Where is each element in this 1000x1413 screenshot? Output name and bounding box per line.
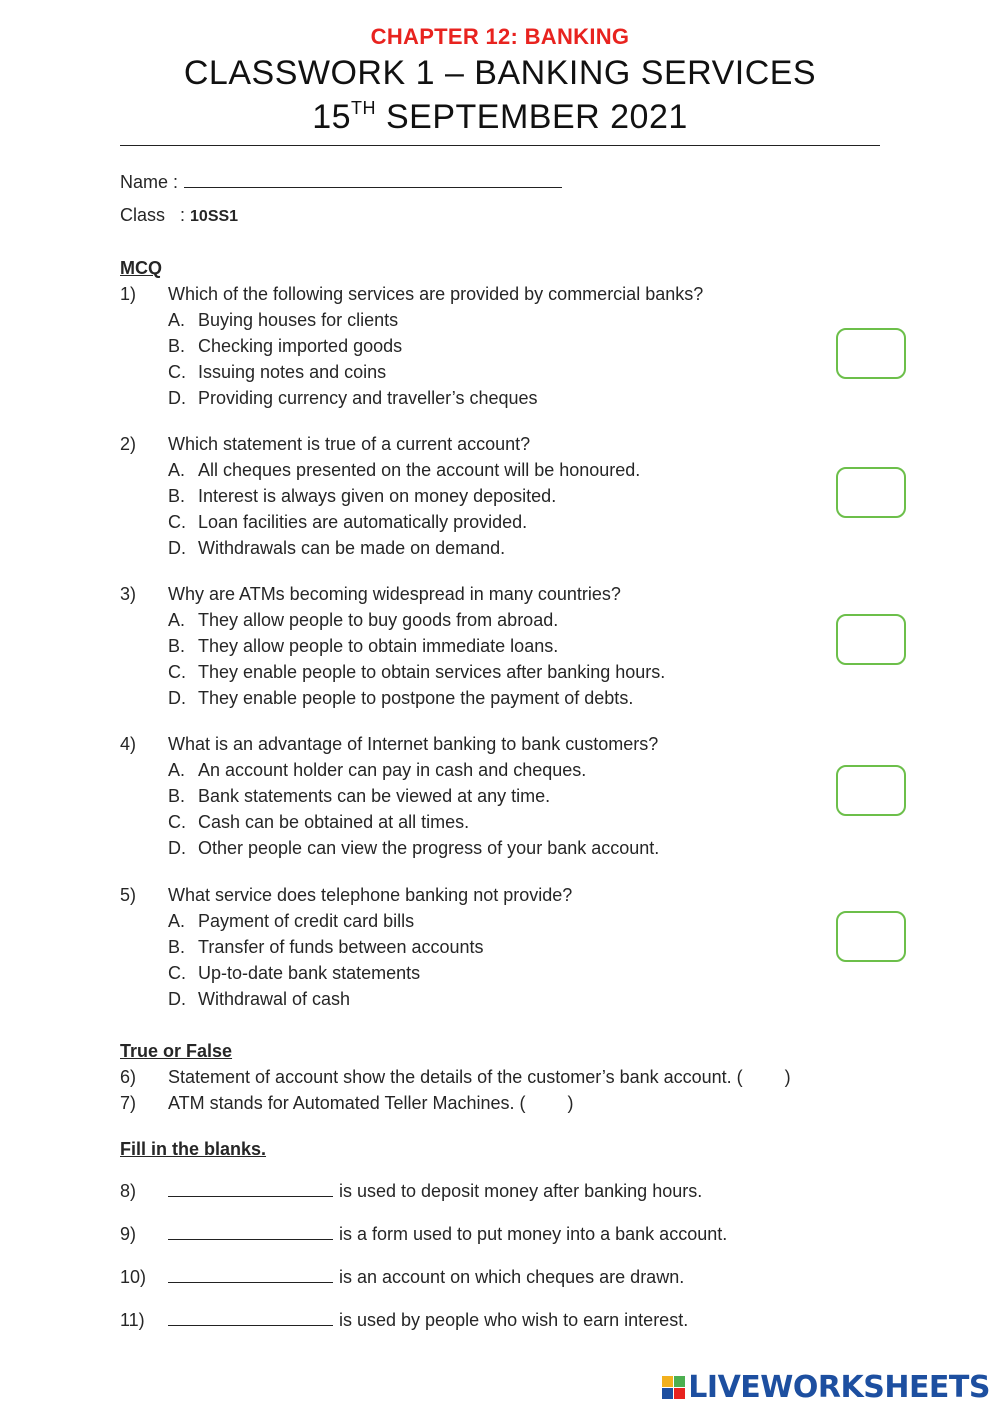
- question-number: 1): [120, 284, 137, 304]
- option-letter: D.: [168, 838, 186, 858]
- date-suffix: TH: [351, 98, 377, 118]
- logo-square: [662, 1376, 673, 1387]
- question-number: 2): [120, 434, 137, 454]
- logo-text: LIVEWORKSHEETS: [688, 1370, 990, 1405]
- worksheet-title: CLASSWORK 1 – BANKING SERVICES: [183, 54, 817, 92]
- sentence-text: is an account on which cheques are drawn.: [339, 1267, 685, 1287]
- option-text: Payment of credit card bills: [198, 911, 415, 931]
- answer-option: [168, 362, 788, 384]
- answer-option: [168, 636, 788, 658]
- option-letter: B.: [168, 786, 186, 806]
- option-text: Transfer of funds between accounts: [198, 937, 484, 957]
- option-letter: B.: [168, 937, 186, 957]
- fill-blank-sentence: [168, 1181, 702, 1202]
- answer-option: [168, 937, 788, 959]
- option-letter: C.: [168, 512, 186, 532]
- fill-blanks-heading: Fill in the blanks.: [120, 1139, 267, 1159]
- blank-input-line[interactable]: [168, 1225, 333, 1240]
- option-text: They allow people to obtain immediate loans.: [198, 636, 559, 656]
- option-letter: C.: [168, 963, 186, 983]
- name-input-line[interactable]: [184, 171, 562, 188]
- option-text: Bank statements can be viewed at any time.: [198, 786, 551, 806]
- statement-text: ATM stands for Automated Teller Machines. (: [168, 1093, 526, 1113]
- question-number: 11): [120, 1310, 145, 1330]
- logo-mark-icon: [662, 1376, 685, 1399]
- answer-box[interactable]: [836, 614, 906, 665]
- logo-square: [662, 1388, 673, 1399]
- answer-option: [168, 911, 788, 933]
- sentence-text: is used by people who wish to earn interest.: [339, 1310, 689, 1330]
- fill-blank-sentence: [168, 1267, 684, 1288]
- option-letter: A.: [168, 760, 186, 780]
- closing-bracket: ): [784, 1067, 791, 1087]
- blank-input-line[interactable]: [168, 1311, 333, 1326]
- option-letter: A.: [168, 610, 186, 630]
- mcq-heading: MCQ: [120, 258, 162, 278]
- option-letter: D.: [168, 538, 186, 558]
- answer-box[interactable]: [836, 328, 906, 379]
- question-number: 6): [120, 1067, 137, 1087]
- true-false-statement: [168, 1067, 791, 1088]
- answer-option: [168, 963, 788, 985]
- statement-text: Statement of account show the details of the customer’s bank account. (: [168, 1067, 743, 1087]
- class-label: Class :: [120, 205, 186, 225]
- worksheet-date: [0, 98, 1000, 137]
- question-text: Why are ATMs becoming widespread in many countries?: [168, 584, 621, 604]
- option-text: Providing currency and traveller’s cheques: [198, 388, 538, 408]
- option-letter: B.: [168, 336, 186, 356]
- question-number: 8): [120, 1181, 137, 1201]
- question-number: 3): [120, 584, 137, 604]
- chapter-heading: CHAPTER 12: BANKING: [370, 24, 630, 49]
- answer-option: [168, 336, 788, 358]
- date-rest: SEPTEMBER 2021: [385, 98, 688, 136]
- answer-box[interactable]: [836, 467, 906, 518]
- blank-input-line[interactable]: [168, 1182, 333, 1197]
- question-text: Which statement is true of a current account?: [168, 434, 531, 454]
- answer-option: [168, 662, 788, 684]
- option-letter: A.: [168, 310, 186, 330]
- answer-option: [168, 388, 788, 410]
- option-text: They enable people to postpone the payment of debts.: [198, 688, 634, 708]
- option-text: Withdrawals can be made on demand.: [198, 538, 506, 558]
- closing-bracket: ): [567, 1093, 574, 1113]
- answer-box[interactable]: [836, 911, 906, 962]
- option-text: Up-to-date bank statements: [198, 963, 421, 983]
- question-number: 7): [120, 1093, 137, 1113]
- answer-option: [168, 310, 788, 332]
- answer-option: [168, 538, 788, 560]
- answer-option: [168, 486, 788, 508]
- answer-option: [168, 610, 788, 632]
- option-text: Interest is always given on money deposited.: [198, 486, 557, 506]
- answer-option: [168, 688, 788, 710]
- option-text: Withdrawal of cash: [198, 989, 351, 1009]
- question-number: 4): [120, 734, 137, 754]
- question-text: What service does telephone banking not provide?: [168, 885, 573, 905]
- question-number: 10): [120, 1267, 147, 1287]
- true-false-heading: True or False: [120, 1041, 233, 1061]
- option-letter: C.: [168, 662, 186, 682]
- name-label: Name :: [120, 172, 179, 192]
- option-text: They allow people to buy goods from abroad.: [198, 610, 559, 630]
- answer-box[interactable]: [836, 765, 906, 816]
- class-value: 10SS1: [190, 208, 239, 225]
- option-letter: D.: [168, 388, 186, 408]
- logo-square: [674, 1388, 685, 1399]
- fill-blank-sentence: [168, 1310, 688, 1331]
- question-text: What is an advantage of Internet banking to bank customers?: [168, 734, 659, 754]
- option-letter: A.: [168, 460, 186, 480]
- option-letter: D.: [168, 688, 186, 708]
- logo-square: [674, 1376, 685, 1387]
- question-number: 9): [120, 1224, 137, 1244]
- option-letter: C.: [168, 812, 186, 832]
- option-text: Buying houses for clients: [198, 310, 399, 330]
- liveworksheets-logo: [662, 1370, 990, 1405]
- option-text: Loan facilities are automatically provided.: [198, 512, 528, 532]
- question-text: Which of the following services are provided by commercial banks?: [168, 284, 704, 304]
- option-letter: B.: [168, 636, 186, 656]
- option-text: An account holder can pay in cash and cheques.: [198, 760, 587, 780]
- true-false-statement: [168, 1093, 574, 1114]
- option-letter: C.: [168, 362, 186, 382]
- answer-option: [168, 786, 788, 808]
- option-text: All cheques presented on the account will be honoured.: [198, 460, 641, 480]
- date-day: 15: [312, 98, 352, 136]
- fill-blank-sentence: [168, 1224, 727, 1245]
- blank-input-line[interactable]: [168, 1268, 333, 1283]
- answer-option: [168, 460, 788, 482]
- option-text: They enable people to obtain services after banking hours.: [198, 662, 666, 682]
- answer-option: [168, 512, 788, 534]
- option-text: Issuing notes and coins: [198, 362, 387, 382]
- question-number: 5): [120, 885, 137, 905]
- answer-option: [168, 812, 788, 834]
- option-letter: B.: [168, 486, 186, 506]
- option-letter: A.: [168, 911, 186, 931]
- answer-option: [168, 760, 788, 782]
- option-text: Cash can be obtained at all times.: [198, 812, 470, 832]
- option-letter: D.: [168, 989, 186, 1009]
- name-field: [120, 171, 562, 193]
- class-field: [120, 205, 238, 226]
- sentence-text: is used to deposit money after banking hours.: [339, 1181, 703, 1201]
- option-text: Checking imported goods: [198, 336, 403, 356]
- answer-option: [168, 838, 788, 860]
- option-text: Other people can view the progress of your bank account.: [198, 838, 660, 858]
- sentence-text: is a form used to put money into a bank account.: [339, 1224, 728, 1244]
- header-divider: [120, 145, 880, 146]
- answer-option: [168, 989, 788, 1011]
